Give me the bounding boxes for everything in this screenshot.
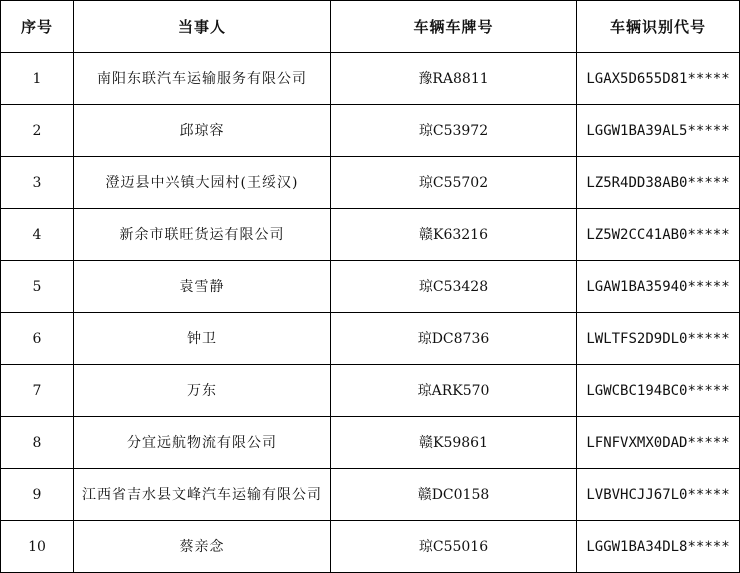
cell-plate: 豫RA8811 <box>331 53 577 105</box>
cell-vin: LWLTFS2D9DL0***** <box>577 313 740 365</box>
header-vin: 车辆识别代号 <box>577 1 740 53</box>
cell-seq: 7 <box>1 365 74 417</box>
table-row <box>1 313 740 365</box>
cell-party: 分宜远航物流有限公司 <box>74 417 331 469</box>
cell-party: 新余市联旺货运有限公司 <box>74 209 331 261</box>
header-party: 当事人 <box>74 1 331 53</box>
table-row <box>1 365 740 417</box>
table-header-row <box>1 1 740 53</box>
cell-seq: 4 <box>1 209 74 261</box>
cell-seq: 9 <box>1 469 74 521</box>
cell-vin: LGWCBC194BC0***** <box>577 365 740 417</box>
cell-plate: 琼C55702 <box>331 157 577 209</box>
cell-vin: LFNFVXMX0DAD***** <box>577 417 740 469</box>
cell-party: 澄迈县中兴镇大园村(王绥汉) <box>74 157 331 209</box>
cell-plate: 赣K63216 <box>331 209 577 261</box>
cell-seq: 6 <box>1 313 74 365</box>
cell-party: 南阳东联汽车运输服务有限公司 <box>74 53 331 105</box>
cell-plate: 琼ARK570 <box>331 365 577 417</box>
cell-plate: 琼C55016 <box>331 521 577 573</box>
table-row <box>1 157 740 209</box>
cell-seq: 5 <box>1 261 74 313</box>
cell-seq: 2 <box>1 105 74 157</box>
cell-party: 钟卫 <box>74 313 331 365</box>
cell-party: 邱琼容 <box>74 105 331 157</box>
cell-vin: LGGW1BA39AL5***** <box>577 105 740 157</box>
cell-vin: LVBVHCJJ67L0***** <box>577 469 740 521</box>
cell-vin: LGGW1BA34DL8***** <box>577 521 740 573</box>
header-plate: 车辆车牌号 <box>331 1 577 53</box>
cell-plate: 赣DC0158 <box>331 469 577 521</box>
cell-party: 袁雪静 <box>74 261 331 313</box>
cell-seq: 3 <box>1 157 74 209</box>
table-row <box>1 53 740 105</box>
cell-party: 万东 <box>74 365 331 417</box>
cell-seq: 8 <box>1 417 74 469</box>
table-row <box>1 209 740 261</box>
header-seq: 序号 <box>1 1 74 53</box>
cell-party: 蔡亲念 <box>74 521 331 573</box>
cell-seq: 10 <box>1 521 74 573</box>
table-row <box>1 105 740 157</box>
table-row <box>1 469 740 521</box>
table-row <box>1 417 740 469</box>
cell-plate: 琼C53972 <box>331 105 577 157</box>
cell-vin: LGAX5D655D81***** <box>577 53 740 105</box>
cell-vin: LZ5W2CC41AB0***** <box>577 209 740 261</box>
cell-party: 江西省吉水县文峰汽车运输有限公司 <box>74 469 331 521</box>
cell-plate: 琼DC8736 <box>331 313 577 365</box>
table-row <box>1 261 740 313</box>
cell-seq: 1 <box>1 53 74 105</box>
cell-vin: LZ5R4DD38AB0***** <box>577 157 740 209</box>
cell-vin: LGAW1BA35940***** <box>577 261 740 313</box>
cell-plate: 赣K59861 <box>331 417 577 469</box>
table-row <box>1 521 740 573</box>
cell-plate: 琼C53428 <box>331 261 577 313</box>
